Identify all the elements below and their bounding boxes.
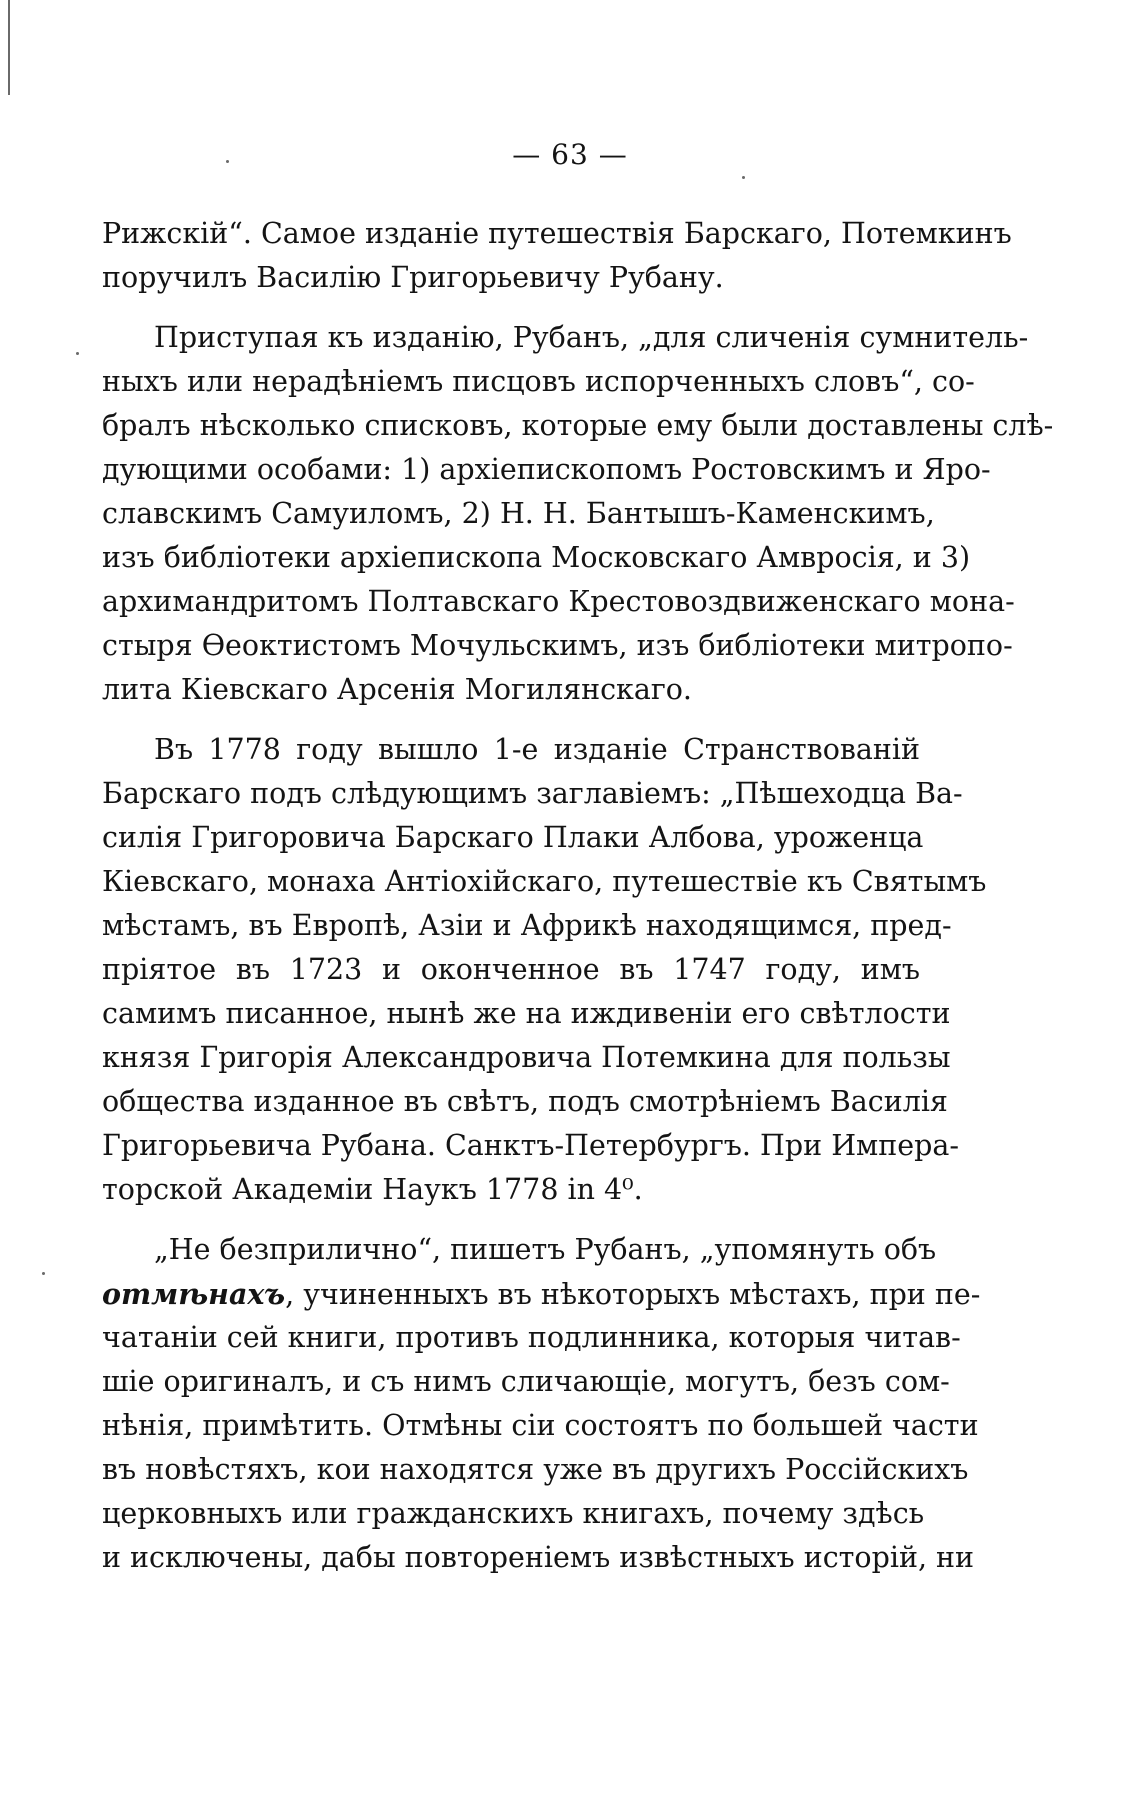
paragraph-2 [102, 316, 1054, 712]
page-number: — 63 — [512, 138, 628, 171]
text-line: церковныхъ или гражданскихъ книгахъ, почему здѣсь [102, 1497, 925, 1530]
text-line: шiе оригиналъ, и съ нимъ сличающiе, могутъ, безъ сом- [102, 1365, 950, 1398]
text-line: общества изданное въ свѣтъ, подъ смотрѣнiемъ Василiя [102, 1085, 948, 1118]
text-line-with-emphasis [102, 1272, 981, 1316]
text-line: Кiевскаго, монаха Антiохiйскаго, путешествiе къ Святымъ [102, 865, 987, 898]
text-line: Рижскiй“. Самое изданiе путешествiя Барскаго, Потемкинъ [102, 217, 1012, 250]
text-line: архимандритомъ Полтавскаго Крестовоздвиженскаго мона- [102, 585, 1015, 618]
emphasized-word: отмѣнахъ [102, 1277, 286, 1311]
print-speck [76, 352, 79, 355]
text-line: стыря Өеоктистомъ Мочульскимъ, изъ библiотеки митропо- [102, 629, 1013, 662]
text-line: ныхъ или нерадѣнiемъ писцовъ испорченныхъ словъ“, со- [102, 365, 975, 398]
paragraph-4 [102, 1228, 981, 1580]
text-line: силiя Григоровича Барскаго Плаки Албова, уроженца [102, 821, 924, 854]
paragraph-3 [102, 728, 987, 1212]
text-line: торской Академiи Наукъ 1778 in 4⁰. [102, 1173, 643, 1206]
print-speck [42, 1272, 45, 1275]
text-line: въ новѣстяхъ, кои находятся уже въ другихъ Россiйскихъ [102, 1453, 969, 1486]
text-line: славскимъ Самуиломъ, 2) Н. Н. Бантышъ-Каменскимъ, [102, 497, 935, 530]
paragraph-1 [102, 212, 1012, 300]
text-line: чатанiи сей книги, противъ подлинника, которыя читав- [102, 1321, 961, 1354]
text-line: князя Григорiя Александровича Потемкина для пользы [102, 1041, 951, 1074]
text-line: поручилъ Василiю Григорьевичу Рубану. [102, 261, 724, 294]
text-line: изъ библiотеки архiепископа Московскаго Амвросiя, и 3) [102, 541, 971, 574]
text-line: „Не безприлично“, пишетъ Рубанъ, „упомянуть объ [154, 1233, 937, 1266]
print-speck [742, 176, 745, 179]
text-line: и исключены, дабы повторенiемъ извѣстныхъ исторiй, ни [102, 1541, 975, 1574]
text-line: бралъ нѣсколько списковъ, которые ему были доставлены слѣ- [102, 409, 1054, 442]
text-line: Приступая къ изданiю, Рубанъ, „для сличенiя сумнитель- [154, 321, 1029, 354]
text-line: нѣнiя, примѣтить. Отмѣны сiи состоятъ по большей части [102, 1409, 979, 1442]
text-line: дующими особами: 1) архiепископомъ Ростовскимъ и Яро- [102, 453, 991, 486]
text-fragment: , учиненныхъ въ нѣкоторыхъ мѣстахъ, при пе- [285, 1278, 981, 1311]
text-line: Въ 1778 году вышло 1-е изданiе Странствованiй [154, 733, 920, 766]
body-text [102, 212, 1054, 1596]
scan-edge-mark [8, 0, 10, 95]
text-line: лита Кiевскаго Арсенiя Могилянскаго. [102, 673, 692, 706]
text-line: Барскаго подъ слѣдующимъ заглавiемъ: „Пѣшеходца Ва- [102, 777, 963, 810]
text-line: Григорьевича Рубана. Санктъ-Петербургъ. При Импера- [102, 1129, 959, 1162]
text-line: прiятое въ 1723 и оконченное въ 1747 году, имъ [102, 953, 920, 986]
text-line: самимъ писанное, нынѣ же на иждивенiи его свѣтлости [102, 997, 951, 1030]
text-line: мѣстамъ, въ Европѣ, Азiи и Африкѣ находящимся, пред- [102, 909, 952, 942]
